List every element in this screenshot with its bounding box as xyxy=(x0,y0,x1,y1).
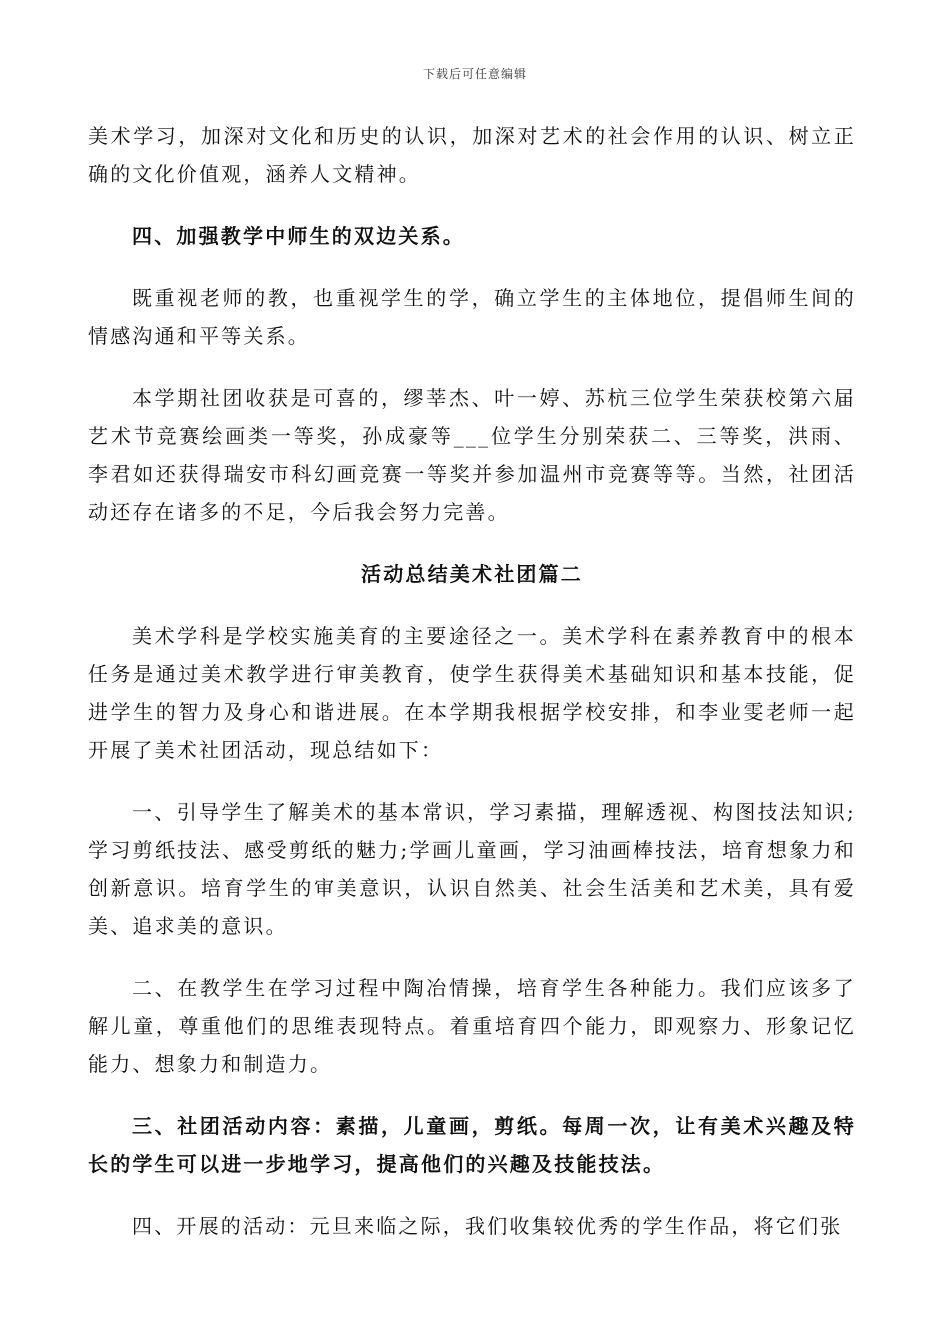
paragraph-continuation: 美术学习，加深对文化和历史的认识，加深对艺术的社会作用的认识、树立正确的文化价值观，涵养人文精神。 xyxy=(88,124,856,186)
paragraph-point-2: 二、在教学生在学习过程中陶冶情操，培育学生各种能力。我们应该多了解儿童，尊重他们的思维表现特点。着重培育四个能力，即观察力、形象记忆能力、想象力和制造力。 xyxy=(88,976,856,1076)
article-title: 活动总结美术社团篇二 xyxy=(361,562,583,586)
paragraph-achievements: 本学期社团收获是可喜的，缪莘杰、叶一婷、苏杭三位学生荣获校第六届艺术节竞赛绘画类一等奖，孙成豪等___位学生分别荣获二、三等奖，洪雨、李君如还获得瑞安市科幻画竞赛一等奖并参加温州市竞赛等等。当然，社团活动还存在诸多的不足，今后我会努力完善。 xyxy=(88,386,856,524)
page-header: 下载后可任意编辑 xyxy=(422,67,527,81)
paragraph-intro: 美术学科是学校实施美育的主要途径之一。美术学科在素养教育中的根本任务是通过美术教学进行审美教育，使学生获得美术基础知识和基本技能，促进学生的智力及身心和谐进展。在本学期我根据学校安排，和李业雯老师一起开展了美术社团活动，现总结如下： xyxy=(88,624,856,762)
paragraph-point-1: 一、引导学生了解美术的基本常识，学习素描，理解透视、构图技法知识;学习剪纸技法、感受剪纸的魅力;学画儿童画，学习油画棒技法，培育想象力和创新意识。培育学生的审美意识，认识自然美、社会生活美和艺术美，具有爱美、追求美的意识。 xyxy=(88,800,856,938)
paragraph-teacher-student: 既重视老师的教，也重视学生的学，确立学生的主体地位，提倡师生间的情感沟通和平等关系。 xyxy=(88,286,856,348)
document-body xyxy=(88,117,856,1245)
paragraph-point-4: 四、开展的活动：元旦来临之际，我们收集较优秀的学生作品，将它们张 xyxy=(132,1214,843,1238)
section-heading-4: 四、加强教学中师生的双边关系。 xyxy=(132,224,465,248)
paragraph-point-3: 三、社团活动内容：素描，儿童画，剪纸。每周一次，让有美术兴趣及特长的学生可以进一步地学习，提高他们的兴趣及技能技法。 xyxy=(88,1114,856,1176)
